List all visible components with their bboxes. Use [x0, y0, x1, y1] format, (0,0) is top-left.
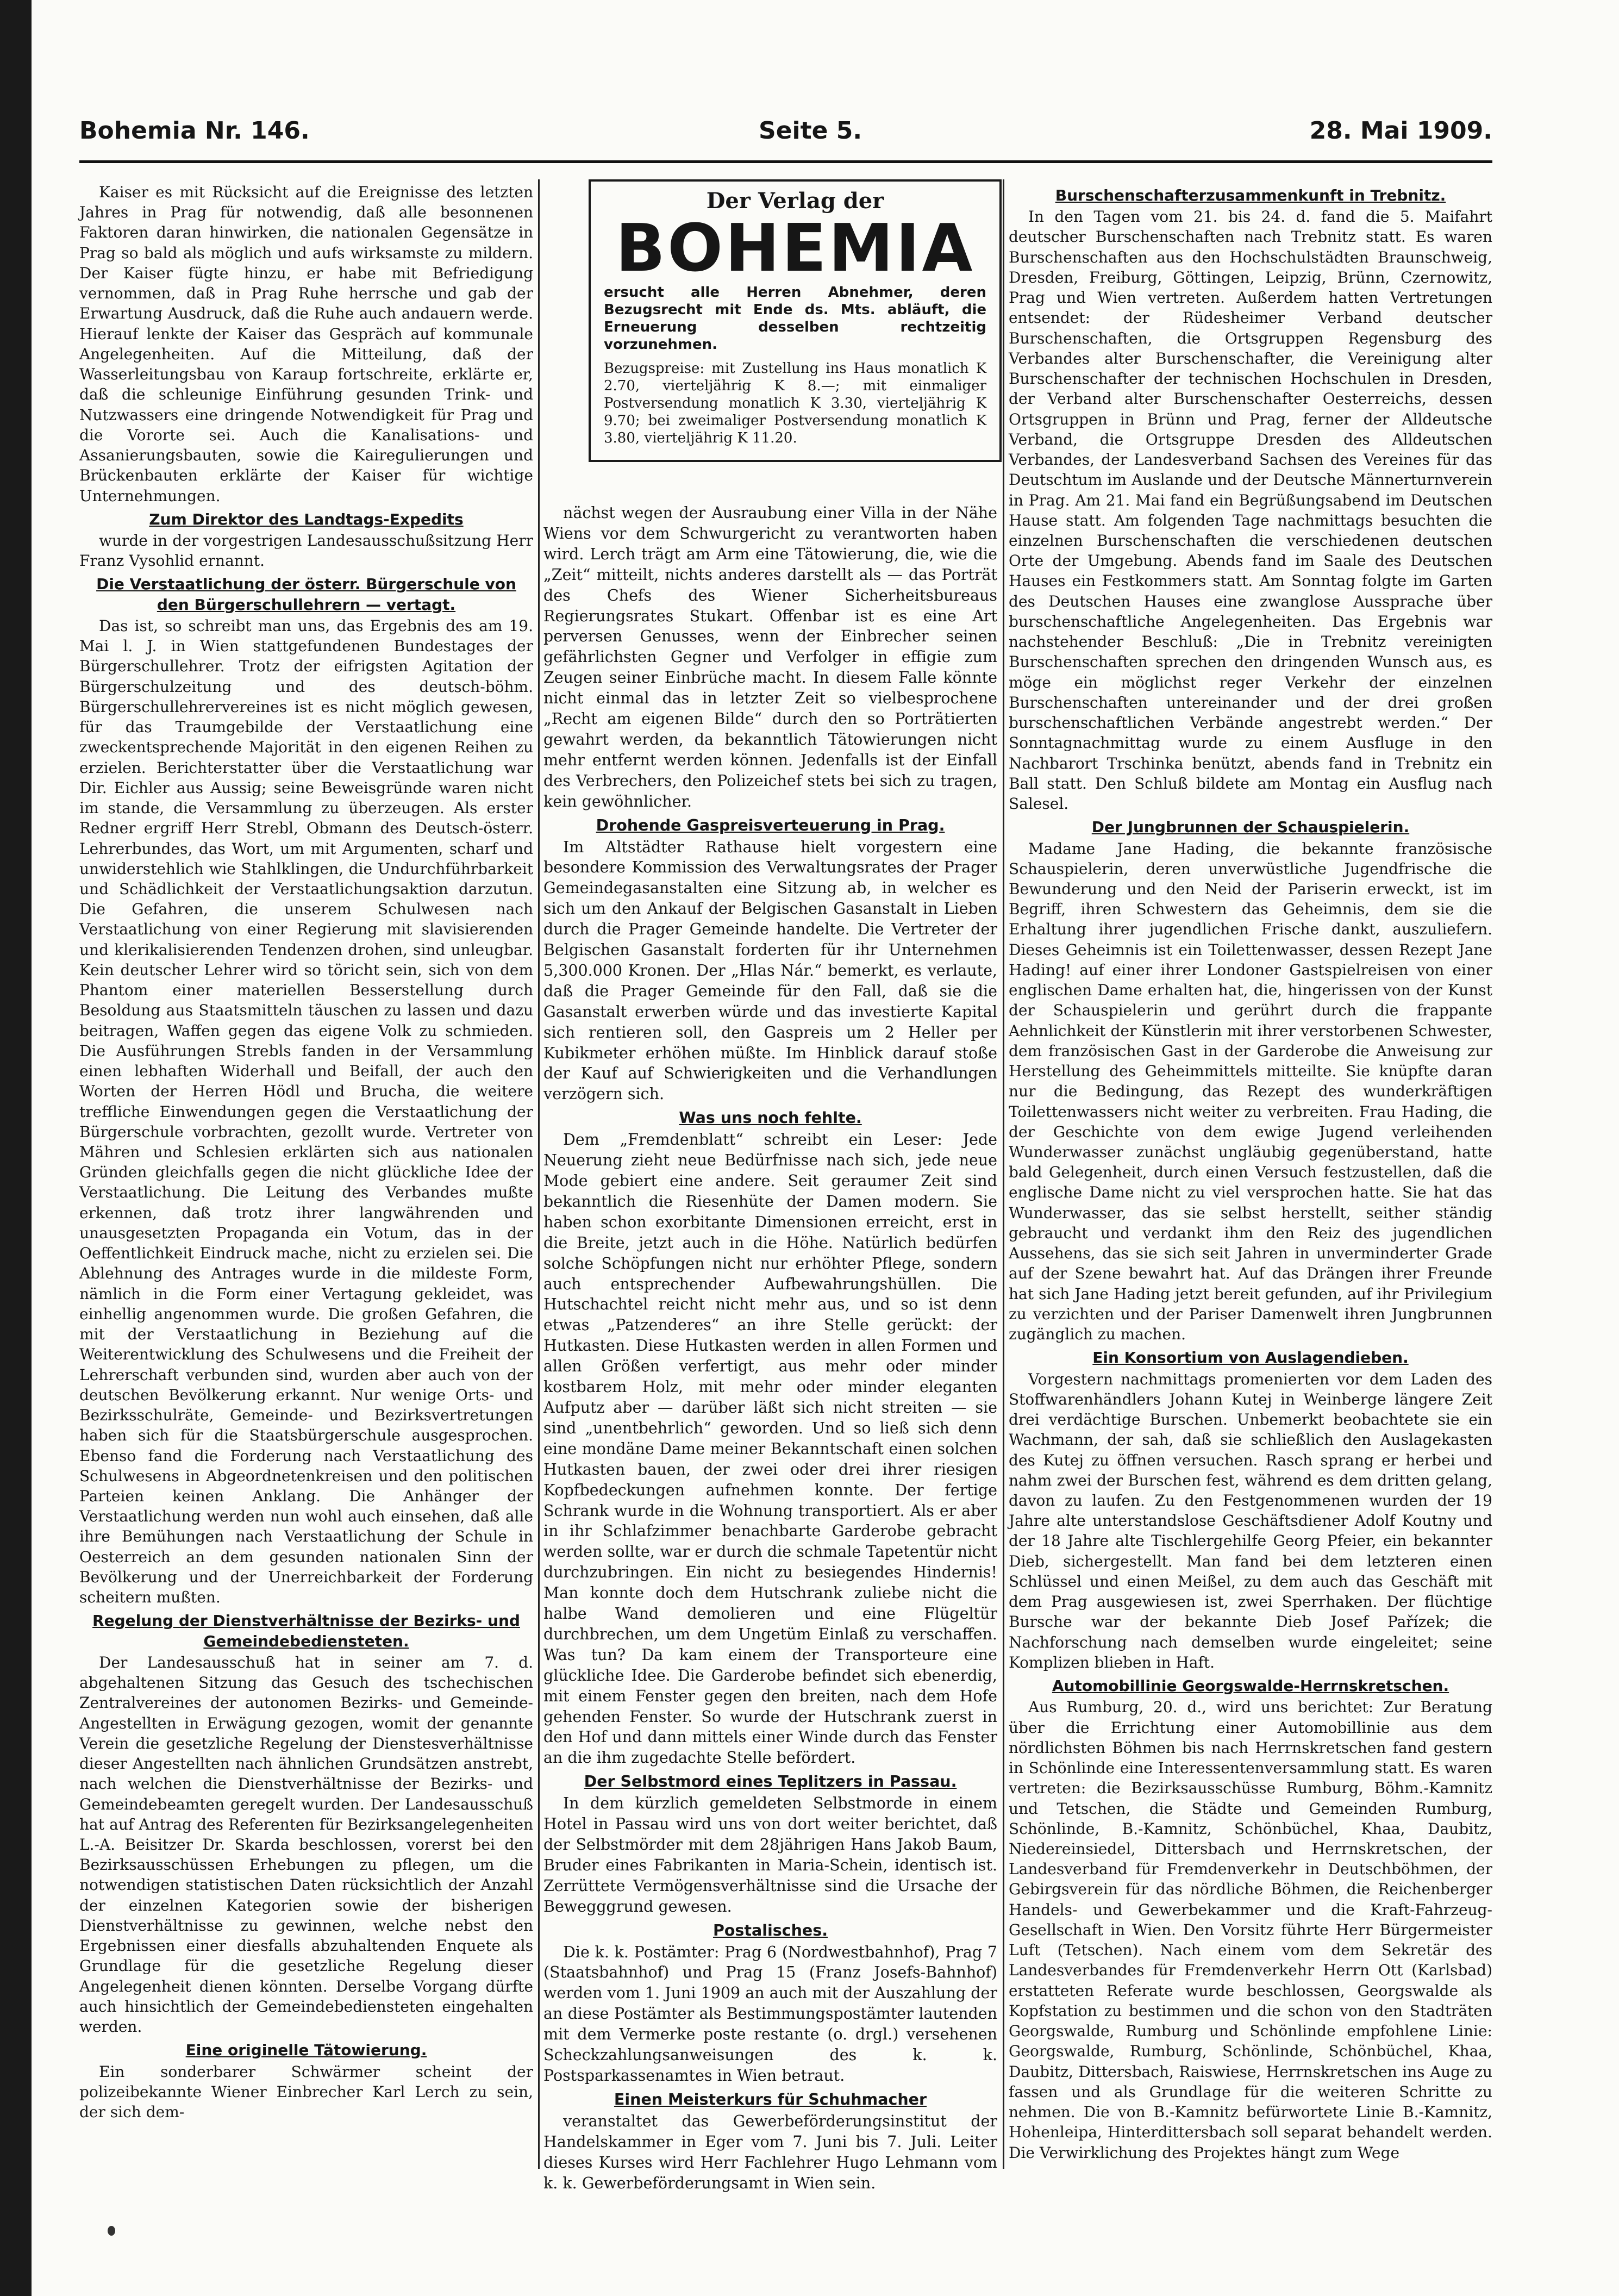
- column-2: [543, 503, 997, 2193]
- article-heading: Ein Konsortium von Auslagendieben.: [1092, 1349, 1409, 1367]
- ad-masthead: BOHEMIA: [615, 211, 975, 286]
- paragraph: nächst wegen der Ausraubung einer Villa in der Nähe Wiens vor dem Schwurgericht zu verantworten haben wird. Lerch trägt am Arm eine Tätowierung, die, wie die „Zeit“ mitteilt, nichts anderes darstellt als — das Porträt des Chefs des Wiener Sicherheitsbureaus Regierungsrates Stukart. Offenbar ist es eine Art perversen Genusses, wenn der Einbrecher seinen gefährlichsten Gegner und Verfolger in effigie zum Zeugen seiner Einbrüche macht. In diesem Falle könnte nicht einmal das in letzter Zeit so vielbesprochene „Recht am eigenen Bilde“ durch den so Porträtierten gewahrt werden, da bekanntlich Tätowierungen nicht mehr entfernt werden können. Jedenfalls ist der Einfall des Verbrechers, den Polizeichef stets bei sich zu tragen, kein gewöhnlicher.: [543, 504, 997, 810]
- column-3: [1009, 182, 1492, 2193]
- paragraph: In dem kürzlich gemeldeten Selbstmorde in einem Hotel in Passau wird uns von dort weiter berichtet, daß der Selbstmörder mit dem 28jährigen Hans Jakob Baum, Bruder eines Fabrikanten in Maria-Schein, identisch ist. Zerrüttete Vermögensverhältnisse sind die Ursache der Bewegggrund gewesen.: [543, 1794, 997, 1916]
- header-date: 28. Mai 1909.: [1309, 117, 1492, 145]
- article-heading: Der Jungbrunnen der Schauspielerin.: [1091, 818, 1410, 837]
- publisher-notice-box: [589, 179, 1002, 462]
- ad-prices: Bezugspreise: mit Zustellung ins Haus monatlich K 2.70, vierteljährig K 8.—; mit einmaliger Postversendung monatlich K 3.30, vierteljährig K 9.70; bei zweimaliger Postversendung monatlich K 3.80, vierteljährig K 11.20.: [604, 360, 986, 446]
- column-divider-2: [1003, 179, 1004, 2169]
- page-header: [79, 117, 1492, 166]
- ad-line-verlag: Der Verlag der: [706, 188, 884, 214]
- article-heading: Was uns noch fehlte.: [679, 1109, 862, 1127]
- header-rule: [79, 160, 1492, 163]
- paragraph: wurde in der vorgestrigen Landesausschußsitzung Herr Franz Vysohlid ernannt.: [79, 531, 533, 570]
- article-heading: Zum Direktor des Landtags-Expedits: [149, 510, 464, 528]
- article-heading: Einen Meisterkurs für Schuhmacher: [614, 2090, 927, 2108]
- scan-edge: [0, 0, 32, 2296]
- article-heading: Automobillinie Georgswalde-Herrnskretschen.: [1052, 1677, 1449, 1695]
- header-page-number: Seite 5.: [759, 117, 862, 145]
- newspaper-page: [48, 0, 1570, 2296]
- ink-spot: [108, 2226, 115, 2236]
- article-heading: Die Verstaatlichung der österr. Bürgerschule von den Bürgerschullehrern — vertagt.: [96, 575, 516, 614]
- paragraph: Vorgestern nachmittags promenierten vor dem Laden des Stoffwarenhändlers Johann Kutej in Weinberge längere Zeit drei verdächtige Burschen. Unbemerkt beobachtete sie ein Wachmann, der sah, daß sie schließlich den Auslagekasten des Kutej zu öffnen versuchen. Rasch sprang er herbei und nahm zwei der Burschen fest, während es dem dritten gelang, davon zu laufen. Zu den Festgenommenen wurden der 19 Jahre alte unterstandslose Geschäftsdiener Adolf Koutny und der 18 Jahre alte Tischlergehilfe Georg Pfeier, ein bekannter Dieb, sichergestellt. Man fand bei dem letzteren einen Schlüssel und einen Meißel, zu dem auch das Geschäft mit dem Prag ausgewiesen ist, zwei Sperrhaken. Der flüchtige Bursche war der bekannte Dieb Josef Pařízek; die Nachforschung nach demselben wurde eingeleitet; seine Komplizen blieben in Haft.: [1009, 1370, 1492, 1671]
- article-heading: Postalisches.: [712, 1921, 828, 1939]
- ad-request: ersucht alle Herren Abnehmer, deren Bezugsrecht mit Ende ds. Mts. abläuft, die Erneuerung desselben rechtzeitig vorzunehmen.: [604, 284, 986, 353]
- paragraph: Im Altstädter Rathause hielt vorgestern eine besondere Kommission des Verwaltungsrates der Prager Gemeindegasanstalten eine Sitzung ab, in welcher es sich um den Ankauf der Belgischen Gasanstalt in Lieben durch die Prager Gemeinde handelte. Die Vertreter der Belgischen Gasanstalt forderten für ihr Unternehmen 5,300.000 Kronen. Der „Hlas Nár.“ bemerkt, es verlaute, daß die Prager Gemeinde für den Fall, daß sie die Gasanstalt erwerben würde und das investierte Kapital sich rentieren soll, den Gaspreis um 2 Heller per Kubikmeter erhöhen müßte. Im Hinblick darauf stoße der Kauf auf Schwierigkeiten und die Verhandlungen verzögern sich.: [543, 838, 997, 1103]
- article-heading: Drohende Gaspreisverteuerung in Prag.: [596, 816, 945, 834]
- paragraph: Aus Rumburg, 20. d., wird uns berichtet: Zur Beratung über die Errichtung einer Automobillinie aus dem nördlichsten Böhmen bis nach Herrnskretschen fand gestern in Schönlinde eine Interessentenversammlung statt. Es waren vertreten: die Bezirksausschüsse Rumburg, Böhm.-Kamnitz und Tetschen, die Städte und Gemeinden Rumburg, Schönlinde, B.-Kamnitz, Schönbüchel, Khaa, Daubitz, Niedereinsiedel, Dittersbach und Herrnskretschen, der Landesverband für Fremdenverkehr in Deutschböhmen, der Gebirgsverein für das nördliche Böhmen, die Reichenberger Handels- und Gewerbekammer und die Kraft-Fahrzeug-Gesellschaft in Wien. Den Vorsitz führte Herr Bürgermeister Luft (Tetschen). Nach einem vom dem Sekretär des Landesverbandes für Fremdenverkehr Herrn Ott (Karlsbad) erstatteten Referate wurde beschlossen, Georgswalde als Kopfstation zu bestimmen und die schon von den Stadträten Georgswalde, Rumburg und Schönlinde empfohlene Linie: Georgswalde, Rumburg, Schönlinde, Schönbüchel, Khaa, Daubitz, Dittersbach, Raiswiese, Herrnskretschen ins Auge zu fassen und als Grundlage für die weiteren Schritte zu nehmen. Die von B.-Kamnitz befürwortete Linie B.-Kamnitz, Hohenleipa, Hinterdittersbach soll separat behandelt werden. Die Verwirklichung des Projektes hängt zum Wege: [1009, 1698, 1492, 2162]
- paragraph: Madame Jane Hading, die bekannte französische Schauspielerin, deren unverwüstliche Jugendfrische die Bewunderung und den Neid der Pariserin erweckt, ist im Begriff, ihren Schwestern das Geheimnis, dem sie die Erhaltung ihrer jugendlichen Frische dankt, auszuliefern. Dieses Geheimnis ist ein Toilettenwasser, dessen Rezept Jane Hading! auf einer ihrer Londoner Gastspielreisen von einer englischen Dame erhalten hat, die, hingerissen von der Kunst der Schauspielerin und gerührt durch die frappante Aehnlichkeit der Künstlerin mit ihrer verstorbenen Schwester, dem französischen Gast in der Garderobe die Anweisung zur Herstellung des Geheimmittels mitteilte. Sie knüpfte daran nur die Bedingung, das Rezept des wunderkräftigen Toilettenwassers nicht weiter zu verbreiten. Frau Hading, die der Geschichte von dem ewige Jugend verleihenden Wunderwasser zunächst ungläubig gegenüberstand, hatte bald Gelegenheit, durch einen Versuch festzustellen, daß die englische Dame nicht zu viel versprochen hatte. Sie hat das Wunderwasser, das sie selbst herstellt, seither ständig gebraucht und verdankt ihm den Reiz des jugendlichen Aussehens, das sie sich seit Jahren in unverminderter Grade auf der Szene bewahrt hat. Auf das Drängen ihrer Freunde hat sich Jane Hading jetzt bereit gefunden, auf ihr Privilegium zu verzichten und der Pariser Damenwelt ihren Jungbrunnen zugänglich zu machen.: [1009, 839, 1492, 1344]
- paragraph: Dem „Fremdenblatt“ schreibt ein Leser: Jede Neuerung zieht neue Bedürfnisse nach sich, jede neue Mode gebiert eine andere. Seit geraumer Zeit sind bekanntlich die Riesenhüte der Damen modern. Sie haben schon exorbitante Dimensionen erreicht, erst in die Breite, jetzt auch in die Höhe. Natürlich bedürfen solche Schöpfungen nicht nur erhöhter Pflege, sondern auch entsprechender Aufbewahrungshüllen. Die Hutschachtel reicht nicht mehr aus, und so ist denn etwas „Patzenderes“ an ihre Stelle gerückt: der Hutkasten. Diese Hutkasten werden in allen Formen und allen Größen verfertigt, aus mehr oder minder kostbarem Holz, mit mehr oder minder eleganten Aufputz aber — darüber läßt sich nicht streiten — sie sind „unentbehrlich“ geworden. Und so ließ sich denn eine mondäne Dame meiner Bekanntschaft einen solchen Hutkasten bauen, der zwei oder drei ihrer riesigen Kopfbedeckungen aufnehmen konnte. Der fertige Schrank wurde in die Wohnung transportiert. Als er aber in ihr Schlafzimmer benachbarte Garderobe gebracht werden sollte, war er durch die schmale Tapetentür nicht durchzubringen. Ein nicht zu besiegendes Hindernis! Man konnte doch dem Hutschrank zuliebe nicht die halbe Wand demolieren und eine Flügeltür durchbrechen, um dem Ungetüm Einlaß zu verschaffen. Was tun? Da kam einem der Transporteure eine glückliche Idee. Die Garderobe befindet sich ebenerdig, mit einem Fenster gegen den breiten, nach dem Hofe gehenden Fenster. So wurde der Hutschrank zuerst in den Hof und dann mittels einer Winde durch das Fenster an die ihm zugedachte Stelle befördert.: [543, 1131, 997, 1767]
- column-1: [79, 182, 533, 2193]
- column-divider-1: [538, 179, 540, 2169]
- article-heading: Eine originelle Tätowierung.: [185, 2041, 427, 2060]
- article-heading: Burschenschafterzusammenkunft in Trebnitz.: [1055, 186, 1446, 204]
- article-heading: Der Selbstmord eines Teplitzers in Passau.: [584, 1773, 957, 1791]
- paragraph: Ein sonderbarer Schwärmer scheint der polizeibekannte Wiener Einbrecher Karl Lerch zu sein, der sich dem-: [79, 2062, 533, 2122]
- paragraph: Der Landesausschuß hat in seiner am 7. d. abgehaltenen Sitzung das Gesuch des tschechischen Zentralvereines der autonomen Bezirks- und Gemeinde-Angestellten in Erwägung gezogen, womit der genannte Verein die gesetzliche Regelung der Dienstesverhältnisse dieser Angestellten nach ähnlichen Grundsätzen anstrebt, nach welchen die Dienstverhältnisse der Bezirks- und Gemeindebeamten geregelt wurden. Der Landesausschuß hat auf Antrag des Referenten für Bezirksangelegenheiten L.-A. Beisitzer Dr. Skarda beschlossen, vorerst bei den Bezirksausschüssen Erhebungen zu pflegen, um die notwendigen statistischen Daten rücksichtlich der Anzahl der einzelnen Kategorien sowie der bisherigen Dienstverhältnisse zu gewinnen, welche nebst den Ergebnissen einer diesfalls abzuhaltenden Enquete als Grundlage für die gesetzliche Regelung dieser Angelegenheit dienen könnten. Derselbe Vorgang dürfte auch hinsichtlich der Gemeindebediensteten eingehalten werden.: [79, 1653, 533, 2036]
- paragraph: In den Tagen vom 21. bis 24. d. fand die 5. Maifahrt deutscher Burschenschaften nach Trebnitz statt. Es waren Burschenschaften aus den Hochschulstädten Braunschweig, Dresden, Freiburg, Göttingen, Leipzig, Brünn, Czernowitz, Prag und Wien vertreten. Außerdem hatten Vertretungen entsendet: der Rüdesheimer Verband deutscher Burschenschaften, die Ortsgruppen Regensburg des Verbandes alter Burschenschafter, die Vereinigung alter Burschenschafter der technischen Hochschulen in Dresden, der Verband alter Burschenschafter Oesterreichs, dessen Ortsgruppen in Brünn und Prag, ferner der Alldeutsche Verband, die Ortsgruppe Dresden des Alldeutschen Verbandes, der Landesverband Sachsen des Vereines für das Deutschtum im Auslande und der Deutsche Männerturnverein in Prag. Am 21. Mai fand ein Begrüßungsabend im Deutschen Hause statt. Am folgenden Tage nachmittags besuchten die einzelnen Burschenschaften die verschiedenen deutschen Orte der Umgebung. Abends fand im Saale des Deutschen Hauses ein Festkommers statt. Am Sonntag folgte im Garten des Deutschen Hauses eine zwanglose Aussprache über burschenschaftliche Angelegenheiten. Das Ergebnis war nachstehender Beschluß: „Die in Trebnitz vereinigten Burschenschaften sprechen den dringenden Wunsch aus, es möge ein möglichst reger Verkehr der einzelnen Burschenschaften untereinander und der drei großen burschenschaftlichen Verbände angestrebt werden.“ Der Sonntagnachmittag wurde zu einem Ausfluge in den Nachbarort Trschinka benützt, abends fand in Trebnitz ein Ball statt. Den Schluß bildete am Montag ein Ausflug nach Salesel.: [1009, 208, 1492, 813]
- paragraph: Kaiser es mit Rücksicht auf die Ereignisse des letzten Jahres in Prag für notwendig, daß alle besonnenen Faktoren daran hinwirken, die nationalen Gegensätze in Prag so bald als möglich und aufs wirksamste zu mildern. Der Kaiser fügte hinzu, er habe mit Befriedigung vernommen, daß in Prag Ruhe herrsche und gab der Erwartung Ausdruck, daß die Ruhe auch andauern werde. Hierauf lenkte der Kaiser das Gespräch auf kommunale Angelegenheiten. Auf die Mitteilung, daß der Wasserleitungsbau von Karaup fortschreite, erklärte er, daß die schleunige Einführung gesunden Trink- und Nutzwassers eine dringende Notwendigkeit für Prag und die Vororte sei. Auch die Kanalisations- und Assanierungsbauten, sowie die Kairegulierungen und Brückenbauten erklärte der Kaiser für wichtige Unternehmungen.: [79, 183, 533, 505]
- header-left: Bohemia Nr. 146.: [79, 117, 310, 145]
- paragraph: Das ist, so schreibt man uns, das Ergebnis des am 19. Mai l. J. in Wien stattgefundenen Bundestages der Bürgerschullehrer. Trotz der eifrigsten Agitation der Bürgerschulzeitung und des deutsch-böhm. Bürgerschullehrervereines ist es nicht möglich gewesen, für das Traumgebilde der Verstaatlichung eine zweckentsprechende Majorität in den eigenen Reihen zu erzielen. Berichterstatter über die Verstaatlichung war Dir. Eichler aus Aussig; seine Beweisgründe waren nicht im stande, die Versammlung zu überzeugen. Als erster Redner ergriff Herr Strebl, Obmann des Deutsch-österr. Lehrerbundes, das Wort, um mit Argumenten, scharf und unwiderstehlich wie Stahlklingen, die Undurchführbarkeit und Schädlichkeit der Verstaatlichungsaktion darzutun. Die Gefahren, die unserem Schulwesen nach Verstaatlichung von einer Regierung mit slavisierenden und klerikalisierenden Tendenzen drohen, sind unleugbar. Kein deutscher Lehrer wird so töricht sein, sich von dem Phantom einer materiellen Besserstellung durch Besoldung aus Staatsmitteln täuschen zu lassen und dazu beitragen, Waffen gegen das eigene Volk zu schmieden. Die Ausführungen Strebls fanden in der Versammlung einen lebhaften Widerhall und Beifall, der auch den Worten der Herren Hödl und Brucha, die weitere treffliche Einwendungen gegen die Verstaatlichung der Bürgerschule vorbrachten, gezollt wurde. Vertreter von Mähren und Schlesien erklärten sich aus nationalen Gründen gleichfalls gegen die nicht glückliche Idee der Verstaatlichung. Die Leitung des Verbandes mußte erkennen, daß trotz ihrer langwährenden und unausgesetzten Propaganda ein Votum, das in der Oeffentlichkeit Eindruck mache, nicht zu erzielen sei. Die Ablehnung des Antrages wurde in die mildeste Form, nämlich in die Form einer Vertagung gekleidet, was einhellig angenommen wurde. Die großen Gefahren, die mit der Verstaatlichung in Beziehung auf die Weiterentwicklung des Schulwesens und die Freiheit der Lehrerschaft verbunden sind, wurden aber auch von der deutschen Bevölkerung erkannt. Nur wenige Orts- und Bezirksschulräte, Gemeinde- und Bezirksvertretungen haben sich für die Staatsbürgerschule ausgesprochen. Ebenso fand die Forderung nach Verstaatlichung des Schulwesens in Abgeordnetenkreisen und den politischen Parteien keinen Anklang. Die Anhänger der Verstaatlichung werden nun wohl auch einsehen, daß alle ihre Bemühungen nach Verstaatlichung der Schule in Oesterreich an dem gesunden nationalen Sinn der Bevölkerung und der Unerreichbarkeit der Forderung scheitern mußten.: [79, 616, 533, 1607]
- paragraph: veranstaltet das Gewerbeförderungsinstitut der Handelskammer in Eger vom 7. Juni bis 7. Juli. Leiter dieses Kurses wird Herr Fachlehrer Hugo Lehmann vom k. k. Gewerbeförderungsamt in Wien sein.: [543, 2112, 997, 2192]
- paragraph: Die k. k. Postämter: Prag 6 (Nordwestbahnhof), Prag 7 (Staatsbahnhof) und Prag 15 (Franz Josefs-Bahnhof) werden vom 1. Juni 1909 an auch mit der Auszahlung der an diese Postämter als Bestimmungspostämter lautenden mit dem Vermerke poste restante (o. drgl.) versehenen Scheckzahlungsanweisungen des k. k. Postsparkassenamtes in Wien betraut.: [543, 1943, 997, 2085]
- article-heading: Regelung der Dienstverhältnisse der Bezirks- und Gemeindebediensteten.: [92, 1612, 520, 1650]
